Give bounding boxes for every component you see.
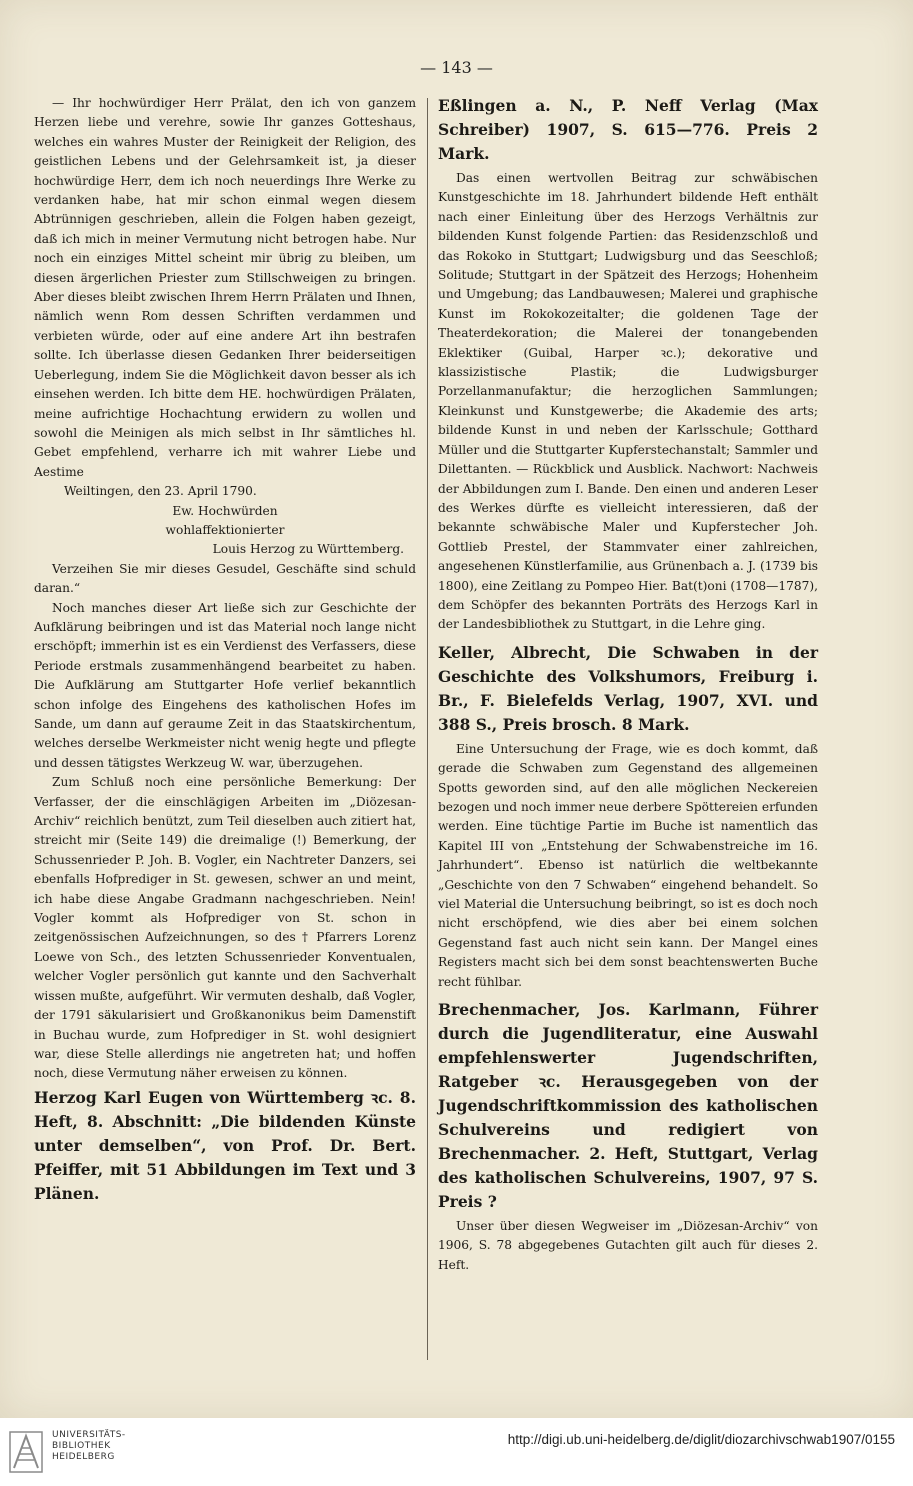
book-heading: Herzog Karl Eugen von Württemberg ꝛc. 8. Heft, 8. Abschnitt: „Die bildenden Künste unter demselben“, von Prof. Dr. Bert. Pfeiffer, mit 51 Abbildungen im Text und 3 Plänen. (34, 1087, 416, 1203)
right-column (438, 94, 818, 1275)
letter-signature: Louis Herzog zu Württemberg. (212, 542, 404, 557)
column-divider (427, 98, 428, 1360)
book-heading: Keller, Albrecht, Die Schwaben in der Geschichte des Volkshumors, Freiburg i. Br., F. Bielefelds Verlag, 1907, XVI. und 388 S., Preis brosch. 8 Mark. (438, 642, 818, 734)
letter-salutation: Ew. Hochwürden (172, 503, 278, 518)
page-number: — 143 — (420, 58, 493, 77)
review-paragraph: Noch manches dieser Art ließe sich zur Geschichte der Aufklärung beibringen und ist das Material noch lange nicht erschöpft; immerhin ist es ein Verdienst des Verfassers, diese Periode erstmals zusammenhängend bearbeitet zu haben. Die Aufklärung am Stuttgarter Hofe verlief bekanntlich schon infolge des Eingehens des katholischen Hofes im Sande, um dann auf geraume Zeit in das Staatskirchentum, welches derselbe Werkmeister nicht wenig hegte und pflegte und dessen tätigstes Werkzeug W. war, überzugehen. (34, 600, 416, 770)
letter-paragraph: — Ihr hochwürdiger Herr Prälat, den ich von ganzem Herzen liebe und verehre, sowie Ihr ganzes Gotteshaus, welches ein wahres Muster der Reinigkeit der Religion, des geistlichen Lebens und der Gelehrsamkeit ist, ja dieser hochwürdige Herr, dem ich noch neuerdings Ihre Werke zu verdanken habe, hat mir schon einmal wegen diesem Abtrünnigen geschrieben, allein die Folgen haben gezeigt, daß ich mich in meiner Vermutung nicht betrogen habe. Nur noch ein einziges Mittel scheint mir übrig zu bleiben, um diesen ärgerlichen Priester zum Stillschweigen zu bringen. Aber dieses bleibt zwischen Ihrem Herrn Prälaten und Ihnen, nämlich wenn Rom dessen Schriften verdammen und verbieten würde, oder auf eine andere Art ihn bestrafen sollte. Ich überlasse diesen Gedanken Ihrer beiderseitigen Ueberlegung, indem Sie die Möglichkeit davon besser als ich einsehen werden. Ich bitte dem HE. hochwürdigen Prälaten, meine aufrichtige Hochachtung erwidern zu wollen und sowohl die Meinigen als mich selbst in Ihr sämtliches hl. Gebet empfehlend, verharre ich mit wahrer Liebe und Aestime (34, 96, 416, 479)
institution-name: UNIVERSITÄTS- BIBLIOTHEK HEIDELBERG (52, 1430, 126, 1462)
left-column (34, 94, 416, 1209)
review-paragraph: Unser über diesen Wegweiser im „Diözesan-Archiv“ von 1906, S. 78 abgegebenes Gutachten gilt auch für dieses 2. Heft. (438, 1219, 818, 1272)
university-seal-icon (8, 1428, 44, 1476)
letter-postscript: Verzeihen Sie mir dieses Gesudel, Geschäfte sind schuld daran.“ (34, 561, 416, 596)
book-heading-continued: Eßlingen a. N., P. Neff Verlag (Max Schreiber) 1907, S. 615—776. Preis 2 Mark. (438, 96, 818, 163)
review-paragraph: Das einen wertvollen Beitrag zur schwäbischen Kunstgeschichte im 18. Jahrhundert bildende Heft enthält nach einer Einleitung über des Herzogs Verhältnis zur bildenden Kunst folgende Partien: das Residenzschloß und das Rokoko in Stuttgart; Ludwigsburg und das Seeschloß; Solitude; Stuttgart in der Spätzeit des Herzogs; Hohenheim und Umgebung; das Landbauwesen; Malerei und graphische Kunst im Rokokozeitalter; die goldenen Tage der Theaterdekoration; die Malerei der tonangebenden Eklektiker (Guibal, Harper ꝛc.); dekorative und klassizistische Plastik; die Ludwigsburger Porzellanmanufaktur; die herzoglichen Sammlungen; Kleinkunst und Kunstgewerbe; die Akademie des arts; bildende Kunst in und neben der Karlsschule; Gotthard Müller und die Stuttgarter Kupferstechanstalt; Sammler und Dilettanten. — Rückblick und Ausblick. Nachwort: Nachweis der Abbildungen zum I. Bande. Den einen und anderen Leser des Werkes dürfte es vielleicht interessieren, daß der bekannte schwäbische Maler und Kupferstecher Joh. Gottlieb Prestel, der Stammvater einer zahlreichen, angesehenen Künstlerfamilie, aus Grünenbach a. J. (1739 bis 1800), eine Zeitlang zu Pompeo Hier. Bat(t)oni (1708—1787), dem Schöpfer des bekannten Porträts des Herzogs Karl in der Landesbibliothek zu Stuttgart, in die Lehre ging. (438, 171, 818, 632)
review-paragraph: Eine Untersuchung der Frage, wie es doch kommt, daß gerade die Schwaben zum Gegenstand des allgemeinen Spotts geworden sind, auf den alle möglichen Neckereien bezogen und noch immer neue derbere Spöttereien erfunden werden. Eine tüchtige Partie im Buche ist namentlich das Kapitel III von „Entstehung der Schwabenstreiche im 16. Jahrhundert“. Ebenso ist natürlich die weltbekannte „Geschichte von den 7 Schwaben“ eingehend behandelt. So viel Material die Untersuchung beibringt, so ist es doch noch nicht erschöpfend, wie dies aber bei einem solchen Gegenstand fast auch nicht sein kann. Der Mangel eines Registers macht sich bei dem sonst beachtenswerten Buche recht fühlbar. (438, 741, 818, 989)
review-paragraph: Zum Schluß noch eine persönliche Bemerkung: Der Verfasser, der die einschlägigen Arbeiten im „Diözesan-Archiv“ reichlich benützt, zum Teil dieselben auch zitiert hat, streicht mir (Seite 149) die dreimalige (!) Bemerkung, der Schussenrieder P. Joh. B. Vogler, ein Nachtreter Danzers, sei ebenfalls Hofprediger in St. gewesen, schwer an und meint, ich habe diese Angabe Gradmann nachgeschrieben. Nein! Vogler kommt als Hofprediger von St. schon in zeitgenössischen Aufzeichnungen, so des † Pfarrers Lorenz Loewe von Sch., des letzten Schussenrieder Konventualen, welcher Vogler persönlich gut kannte und den Sachverhalt wissen mußte, aufgeführt. Wir vermuten deshalb, daß Vogler, der 1791 säkularisiert und Großkanonikus beim Damenstift in Buchau wurde, zum Hofprediger in St. wohl designiert war, diese Stelle allerdings nie angetreten hat; und hoffen noch, diese Vermutung näher erweisen zu können. (34, 775, 416, 1081)
source-url-link[interactable]: http://digi.ub.uni-heidelberg.de/diglit/diozarchivschwab1907/0155 (507, 1432, 895, 1447)
book-heading: Brechenmacher, Jos. Karlmann, Führer durch die Jugendliteratur, eine Auswahl empfehlenswerter Jugendschriften, Ratgeber ꝛc. Herausgegeben von der Jugendschriftkommission des katholischen Schulvereins und redigiert von Brechenmacher. 2. Heft, Stuttgart, Verlag des katholischen Schulvereins, 1907, 97 S. Preis ? (438, 1000, 818, 1212)
letter-date: Weiltingen, den 23. April 1790. (64, 484, 257, 499)
letter-closing: wohlaffektionierter (165, 522, 285, 537)
